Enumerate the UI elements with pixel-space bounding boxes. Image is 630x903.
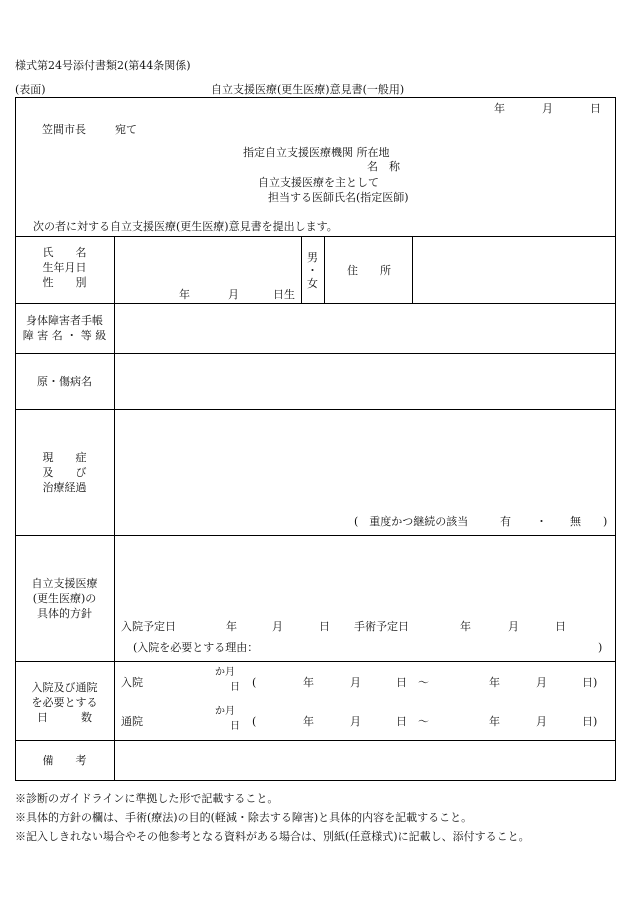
row-divider	[15, 535, 616, 536]
sex-column-right	[324, 236, 325, 303]
physician-label-2: 担当する医師氏名(指定医師)	[268, 191, 409, 204]
birth-year: 年	[179, 288, 190, 301]
note-item: ※記入しきれない場合やその他参考となる資料がある場合は、別紙(任意様式)に記載し、添付すること。	[15, 830, 530, 843]
label-birth: 生年月日	[42, 261, 87, 274]
plan-label-1: 自立支援医療	[31, 577, 98, 590]
row-divider	[15, 236, 616, 237]
severity-dot: ・	[536, 515, 547, 528]
admission-reason-label: (入院を必要とする理由：	[133, 641, 259, 654]
severity-yes: 有	[500, 515, 511, 528]
disability-label-1: 身体障害者手帳	[26, 314, 103, 327]
address-label-divider	[412, 236, 413, 303]
institution-name-label: 名 称	[367, 160, 400, 173]
admission-day: 日	[319, 620, 330, 633]
inpatient-days-unit: 日	[230, 682, 240, 693]
date-year: 年	[494, 102, 505, 115]
plan-label-3: 具体的方針	[37, 607, 92, 620]
surgery-date-label: 手術予定日	[354, 620, 409, 633]
note-item: ※具体的方針の欄は、手術(療法)の目的(軽減・除去する障害)と具体的内容を記載すること。	[15, 811, 473, 824]
period-label-1: 入院及び通院	[31, 681, 98, 694]
sex-dot: ・	[307, 264, 318, 277]
label-column-divider	[114, 236, 115, 781]
label-sex: 性 別	[42, 276, 87, 289]
outpatient-paren-open: (	[252, 715, 257, 728]
inpatient-to-day: 日)	[582, 676, 598, 689]
intro-text: 次の者に対する自立支援医療(更生医療)意見書を提出します。	[33, 220, 338, 233]
admission-year: 年	[226, 620, 237, 633]
date-month: 月	[542, 102, 553, 115]
remarks-label: 備 考	[42, 754, 87, 767]
outpatient-months-unit: か月	[215, 706, 235, 717]
outpatient-label: 通院	[121, 715, 143, 728]
date-day: 日	[590, 102, 601, 115]
inpatient-label: 入院	[121, 676, 143, 689]
severity-open: ( 重度かつ継続の該当	[354, 515, 469, 528]
sex-female: 女	[307, 277, 318, 290]
inpatient-months-unit: か月	[215, 667, 235, 678]
physician-label-1: 自立支援医療を主として	[258, 176, 379, 189]
row-divider	[15, 303, 616, 304]
disability-label-2: 障 害 名 ・ 等 級	[22, 329, 107, 342]
outpatient-to-year: 年	[489, 715, 500, 728]
inpatient-to-year: 年	[489, 676, 500, 689]
label-name: 氏 名	[42, 246, 87, 259]
period-label-2: を必要とする	[31, 696, 98, 709]
outpatient-days-unit: 日	[230, 721, 240, 732]
addressee-suffix: 宛て	[115, 123, 137, 136]
admission-date-label: 入院予定日	[121, 620, 176, 633]
surgery-day: 日	[555, 620, 566, 633]
row-divider	[15, 353, 616, 354]
symptoms-label-3: 治療経過	[42, 481, 87, 494]
addressee-name: 笠間市長	[42, 123, 86, 136]
admission-reason-close: )	[598, 641, 603, 654]
symptoms-label-2: 及 び	[42, 466, 87, 479]
severity-close: )	[603, 515, 608, 528]
form-title: 自立支援医療(更生医療)意見書(一般用)	[211, 83, 405, 96]
disease-label: 原・傷病名	[37, 375, 92, 388]
inpatient-to-month: 月	[536, 676, 547, 689]
symptoms-label-1: 現 症	[42, 451, 87, 464]
birth-month: 月	[228, 288, 239, 301]
row-divider	[15, 740, 616, 741]
outpatient-to-month: 月	[536, 715, 547, 728]
side-label: (表面)	[15, 83, 46, 96]
note-item: ※診断のガイドラインに準拠した形で記載すること。	[15, 792, 279, 805]
form-id: 様式第24号添付書類2(第44条関係)	[15, 59, 191, 72]
row-divider	[15, 409, 616, 410]
inpatient-from-year: 年	[303, 676, 314, 689]
outpatient-from-year: 年	[303, 715, 314, 728]
outpatient-from-month: 月	[350, 715, 361, 728]
sex-male: 男	[307, 251, 318, 264]
admission-month: 月	[272, 620, 283, 633]
birth-day: 日生	[273, 288, 295, 301]
inpatient-paren-open: (	[252, 676, 257, 689]
outpatient-from-day: 日	[396, 715, 407, 728]
outpatient-tilde: ～	[418, 715, 429, 728]
outpatient-to-day: 日)	[582, 715, 598, 728]
plan-label-2: (更生医療)の	[32, 592, 97, 605]
surgery-year: 年	[460, 620, 471, 633]
inpatient-from-month: 月	[350, 676, 361, 689]
period-label-3: 日 数	[37, 711, 92, 724]
institution-address-label: 指定自立支援医療機関 所在地	[243, 146, 390, 159]
surgery-month: 月	[508, 620, 519, 633]
row-divider	[15, 661, 616, 662]
inpatient-from-day: 日	[396, 676, 407, 689]
inpatient-tilde: ～	[418, 676, 429, 689]
severity-no: 無	[570, 515, 581, 528]
address-label: 住 所	[347, 264, 391, 277]
